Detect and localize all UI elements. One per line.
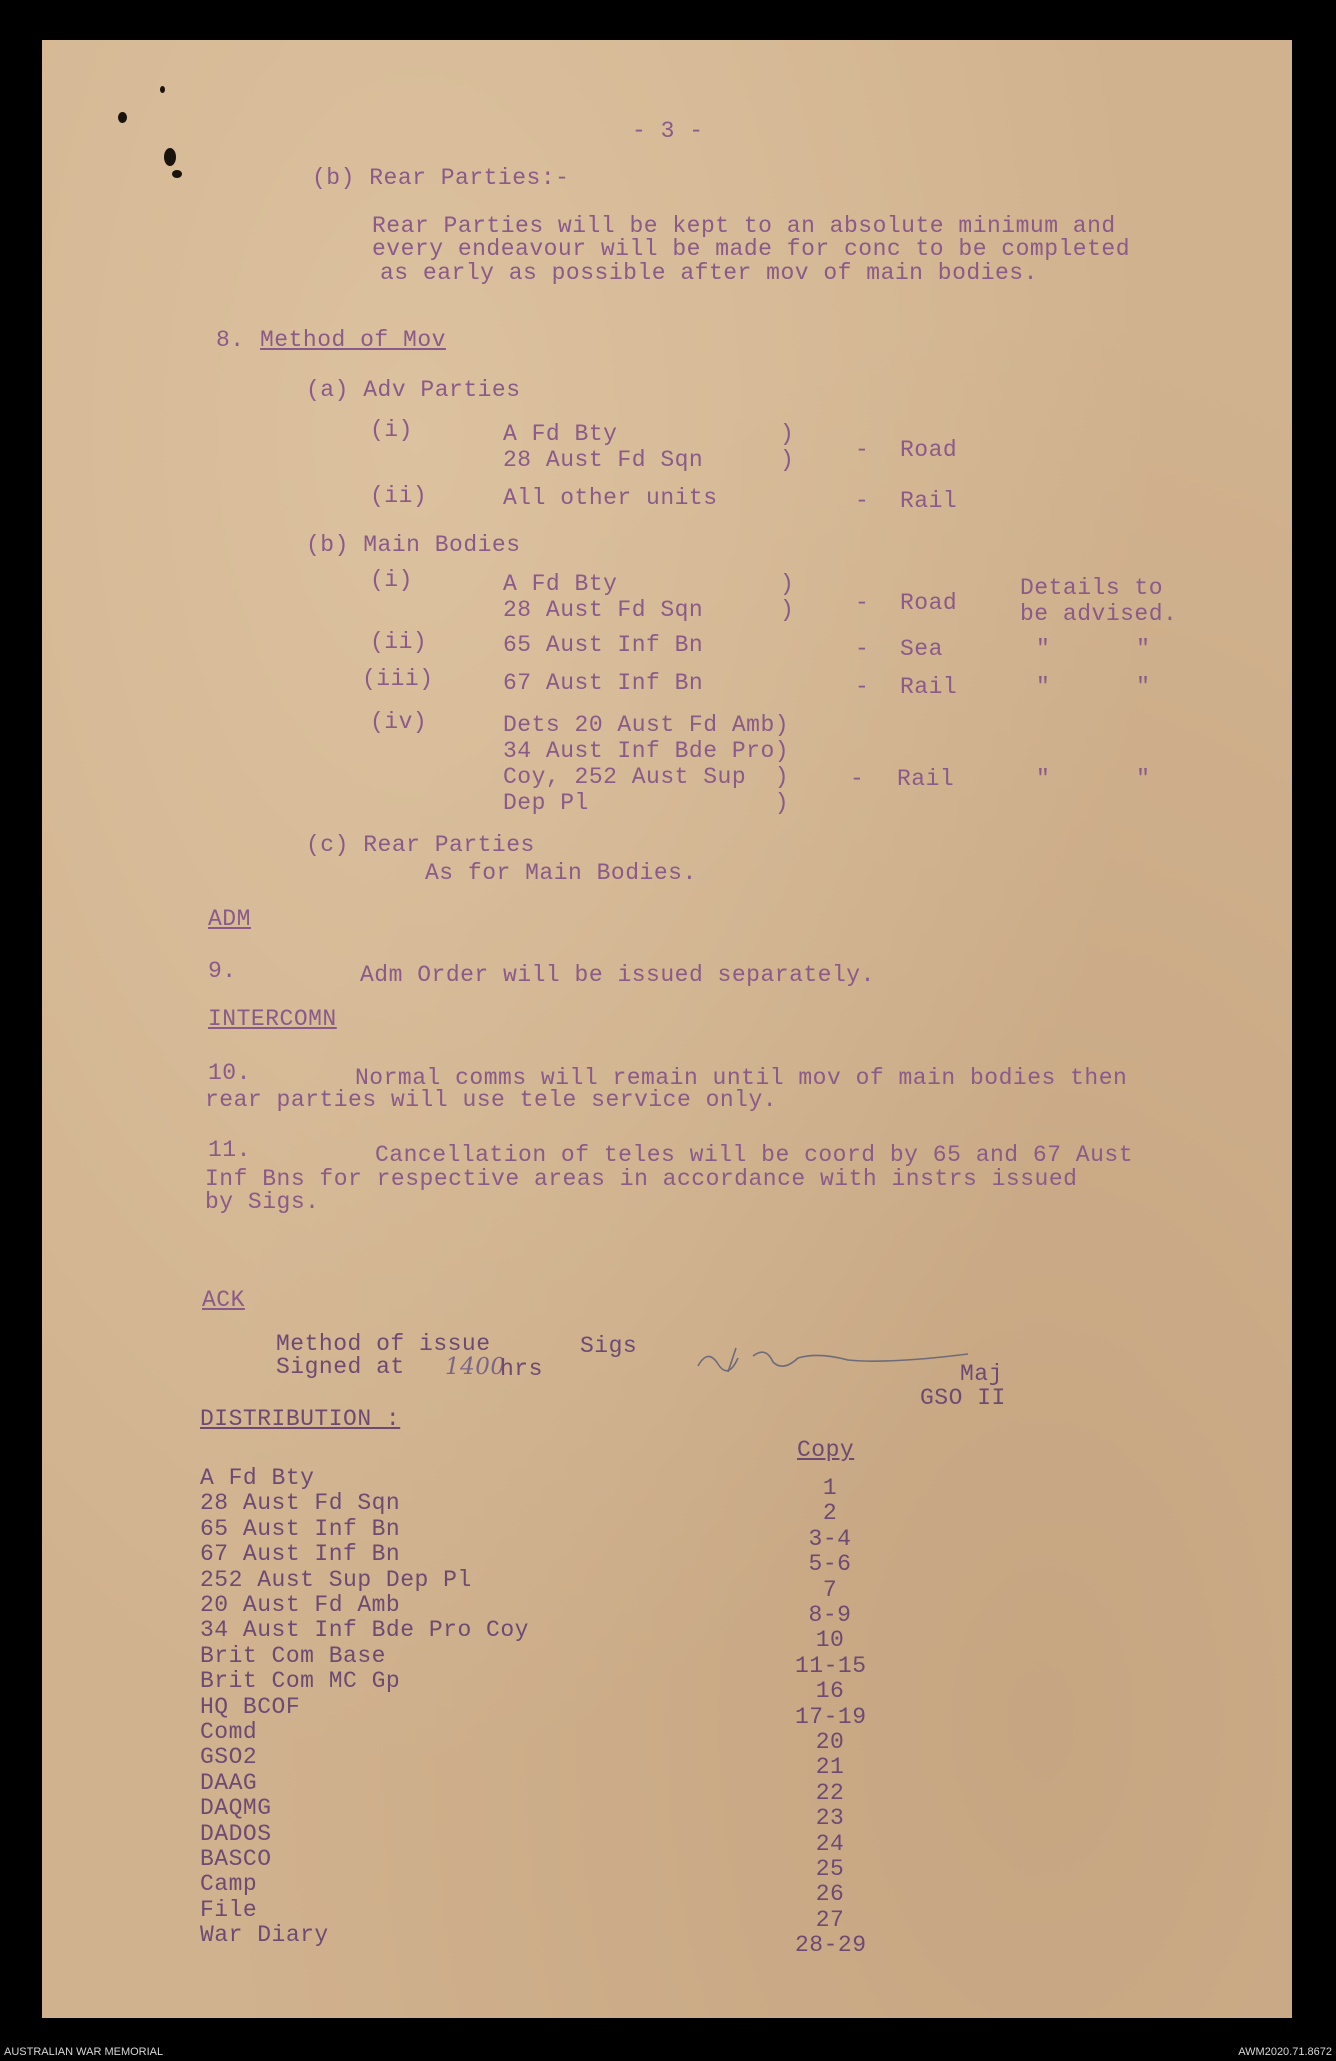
rear-parties-line: as early as possible after mov of main bodies. — [380, 260, 1038, 286]
bracket: ) ) — [780, 421, 795, 473]
distribution-addressee: Brit Com Base — [200, 1643, 386, 1669]
dash: - — [855, 590, 870, 616]
intercomn-text: Cancellation of teles will be coord by 65 and 67 Aust — [375, 1142, 1134, 1168]
transport-mode: Rail — [897, 766, 955, 792]
main-row-num: (ii) — [370, 629, 428, 655]
distribution-addressee: Camp — [200, 1871, 258, 1897]
paper-stain — [118, 112, 127, 123]
dash: - — [855, 488, 870, 514]
para-number: 9. — [208, 958, 237, 984]
dash: - — [855, 674, 870, 700]
dash: - — [850, 766, 865, 792]
intercomn-heading: INTERCOMN — [208, 1006, 337, 1032]
rear-parties-line: Rear Parties will be kept to an absolute minimum and — [372, 213, 1116, 239]
adv-row-unit: A Fd Bty — [503, 421, 618, 447]
distribution-copy-number: 20 — [815, 1729, 845, 1755]
signed-hrs: hrs — [500, 1356, 543, 1382]
main-row-num: (iii) — [362, 666, 434, 692]
distribution-copy-number: 28-29 — [795, 1932, 867, 1958]
adv-row-unit: 28 Aust Fd Sqn — [503, 447, 704, 473]
distribution-copy-number: 24 — [815, 1831, 845, 1857]
section-number: 8. — [216, 327, 245, 353]
intercomn-text: Inf Bns for respective areas in accordance with instrs issued — [205, 1166, 1078, 1192]
transport-mode: Rail — [900, 488, 958, 514]
main-row-num: (i) — [370, 567, 413, 593]
ditto-note: " " — [1036, 674, 1151, 700]
adm-heading: ADM — [208, 906, 251, 932]
main-row-units: 65 Aust Inf Bn — [503, 632, 704, 658]
para-number: 11. — [208, 1137, 251, 1163]
adv-row-num: (i) — [370, 417, 413, 443]
signed-time: 1400 — [445, 1354, 506, 1380]
signatory-rank: Maj — [960, 1361, 1003, 1387]
method-of-issue-value: Sigs — [580, 1333, 638, 1359]
distribution-copy-number: 1 — [822, 1475, 838, 1501]
movement-note: Details to be advised. — [1020, 575, 1178, 627]
distribution-addressee: GSO2 — [200, 1744, 258, 1770]
distribution-addressee: 67 Aust Inf Bn — [200, 1541, 401, 1567]
distribution-addressee: 20 Aust Fd Amb — [200, 1592, 401, 1618]
paper-stain — [160, 86, 165, 93]
distribution-addressee: A Fd Bty — [200, 1465, 315, 1491]
rear-parties-heading: (b) Rear Parties:- — [312, 165, 570, 191]
distribution-copy-number: 17-19 — [795, 1704, 867, 1730]
distribution-copy-number: 8-9 — [808, 1602, 852, 1628]
distribution-copy-number: 10 — [815, 1627, 845, 1653]
distribution-copy-number: 23 — [815, 1805, 845, 1831]
distribution-addressee: 252 Aust Sup Dep Pl — [200, 1567, 472, 1593]
main-row-units: A Fd Bty 28 Aust Fd Sqn — [503, 571, 704, 623]
distribution-addressee: 65 Aust Inf Bn — [200, 1516, 401, 1542]
distribution-copy-number: 26 — [815, 1881, 845, 1907]
adv-parties-label: (a) Adv Parties — [306, 377, 521, 403]
intercomn-text: Normal comms will remain until mov of main bodies then — [355, 1065, 1128, 1091]
distribution-addressee: Brit Com MC Gp — [200, 1668, 401, 1694]
distribution-copy-number: 7 — [822, 1577, 838, 1603]
distribution-addressee: DAAG — [200, 1770, 258, 1796]
ack-heading: ACK — [202, 1287, 245, 1313]
copy-column-header: Copy — [797, 1437, 855, 1463]
signatory-appointment: GSO II — [920, 1385, 1006, 1411]
rear-parties-line: every endeavour will be made for conc to be completed — [372, 236, 1131, 262]
distribution-addressee: File — [200, 1897, 258, 1923]
footer-credit: AUSTRALIAN WAR MEMORIAL — [4, 2046, 164, 2058]
paper-stain — [172, 170, 182, 178]
distribution-addressee: War Diary — [200, 1922, 329, 1948]
main-bodies-label: (b) Main Bodies — [306, 532, 521, 558]
para-number: 10. — [208, 1060, 251, 1086]
footer-accession-number: AWM2020.71.8672 — [1238, 2046, 1332, 2058]
main-row-units: Dets 20 Aust Fd Amb) 34 Aust Inf Bde Pro) Coy, 252 Aust Sup ) Dep Pl ) — [503, 712, 790, 816]
distribution-copy-number: 27 — [815, 1907, 845, 1933]
rear-parties-label: (c) Rear Parties — [306, 832, 535, 858]
section-heading: Method of Mov — [260, 327, 446, 353]
adv-row-unit: All other units — [503, 485, 718, 511]
distribution-addressee: 34 Aust Inf Bde Pro Coy — [200, 1617, 529, 1643]
intercomn-text: by Sigs. — [205, 1189, 320, 1215]
transport-mode: Road — [900, 590, 958, 616]
distribution-addressee: 28 Aust Fd Sqn — [200, 1490, 401, 1516]
dash: - — [855, 437, 870, 463]
main-row-num: (iv) — [370, 709, 428, 735]
signed-at-label: Signed at — [276, 1354, 405, 1380]
distribution-addressee: BASCO — [200, 1846, 272, 1872]
distribution-heading: DISTRIBUTION : — [200, 1406, 401, 1432]
distribution-copy-number: 2 — [822, 1500, 838, 1526]
bracket: ) ) — [780, 571, 795, 623]
paper-stain — [164, 148, 176, 166]
distribution-addressee: HQ BCOF — [200, 1694, 301, 1720]
distribution-addressee: DAQMG — [200, 1795, 272, 1821]
distribution-copy-number: 5-6 — [808, 1551, 852, 1577]
distribution-addressee: DADOS — [200, 1821, 272, 1847]
distribution-copy-number: 25 — [815, 1856, 845, 1882]
dash: - — [855, 636, 870, 662]
main-row-units: 67 Aust Inf Bn — [503, 670, 704, 696]
signature-image — [688, 1338, 988, 1378]
distribution-copy-number: 3-4 — [808, 1526, 852, 1552]
distribution-copy-number: 22 — [815, 1780, 845, 1806]
ditto-note: " " — [1036, 766, 1151, 792]
adm-text: Adm Order will be issued separately. — [360, 962, 875, 988]
distribution-copy-number: 21 — [815, 1754, 845, 1780]
method-of-issue-label: Method of issue — [276, 1331, 491, 1357]
page-number: - 3 - — [632, 118, 704, 144]
distribution-addressee: Comd — [200, 1719, 258, 1745]
adv-row-num: (ii) — [370, 483, 428, 509]
transport-mode: Sea — [900, 636, 943, 662]
distribution-copy-number: 11-15 — [795, 1653, 867, 1679]
transport-mode: Rail — [900, 674, 958, 700]
ditto-note: " " — [1036, 636, 1151, 662]
rear-parties-text: As for Main Bodies. — [425, 860, 697, 886]
intercomn-text: rear parties will use tele service only. — [205, 1087, 778, 1113]
distribution-copy-number: 16 — [815, 1678, 845, 1704]
transport-mode: Road — [900, 437, 958, 463]
